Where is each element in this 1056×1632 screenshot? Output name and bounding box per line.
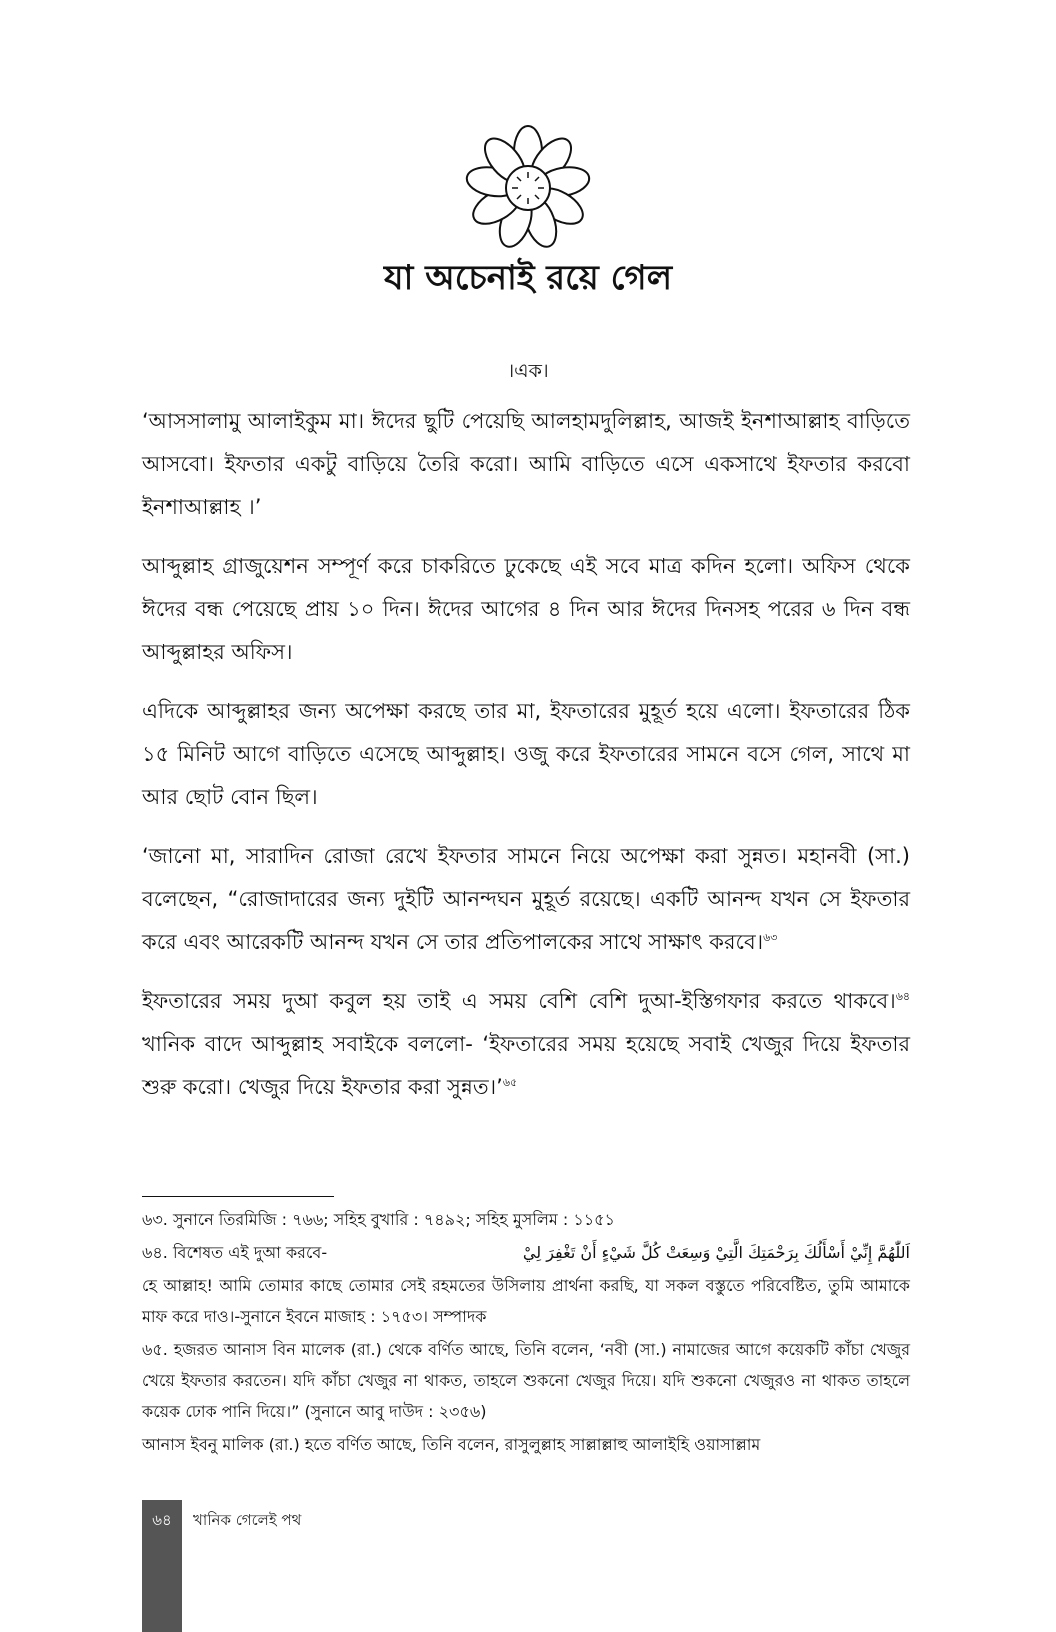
footnote-65-continued: আনাস ইবনু মালিক (রা.) হতে বর্ণিত আছে, তিনি বলেন, রাসুলুল্লাহ সাল্লাল্লাহু আলাইহি ওয়াসাল্লাম [142, 1435, 761, 1454]
paragraph-1: ‘আসসালামু আলাইকুম মা। ঈদের ছুটি পেয়েছি আলহামদুলিল্লাহ, আজই ইনশাআল্লাহ বাড়িতে আসবো। ইফতার একটু বাড়িয়ে তৈরি করো। আমি বাড়িতে এসে একসাথে ইফতার করবো ইনশাআল্লাহ ।’ [142, 409, 910, 519]
paragraph-5-text: ইফতারের সময় দুআ কবুল হয় তাই এ সময় বেশি বেশি দুআ-ইস্তিগফার করতে থাকবে। [142, 989, 896, 1013]
paragraph-4-text: ‘জানো মা, সারাদিন রোজা রেখে ইফতার সামনে নিয়ে অপেক্ষা করা সুন্নত। মহানবী (সা.) বলেছেন, “রোজাদারের জন্য দুইটি আনন্দঘন মুহূর্ত রয়েছে। একটি আনন্দ যখন সে ইফতার করে এবং আরেকটি আনন্দ যখন সে তার প্রতিপালকের সাথে সাক্ষাৎ করবে। [142, 844, 910, 954]
paragraph-5-text-cont: খানিক বাদে আব্দুল্লাহ সবাইকে বললো- ‘ইফতারের সময় হয়েছে সবাই খেজুর দিয়ে ইফতার শুরু করো। খেজুর দিয়ে ইফতার করা সুন্নত।’ [142, 1032, 910, 1099]
footnote-63: ৬৩. সুনানে তিরমিজি : ৭৬৬; সহিহ বুখারি : ৭৪৯২; সহিহ মুসলিম : ১১৫১ [142, 1210, 615, 1229]
paragraph-5 [142, 980, 910, 1109]
footnote-64-arabic: اَللّٰهُمَّ إِنِّيْ أَسْأَلُكَ بِرَحْمَتِكَ الَّتِيْ وَسِعَتْ كُلَّ شَيْءٍ أَنْ تَغْفِرَ لِيْ [522, 1243, 910, 1262]
footnote-ref-64[interactable]: ৬৪ [895, 990, 910, 1003]
footnote-ref-65[interactable]: ৬৫ [502, 1076, 518, 1089]
paragraph-4 [142, 835, 910, 964]
footnote-ref-63[interactable]: ৬৩ [763, 931, 778, 944]
footnotes [142, 1204, 910, 1462]
footnote-64 [142, 1237, 910, 1268]
footnote-divider [142, 1196, 334, 1197]
flower-ornament-icon [452, 112, 604, 264]
body-text [142, 400, 910, 1125]
footnote-64-translation: হে আল্লাহ! আমি তোমার কাছে তোমার সেই রহমতের উসিলায় প্রার্থনা করছি, যা সকল বস্তুতে পরিবেষ্টিত, তুমি আমাকে মাফ করে দাও।-সুনানে ইবনে মাজাহ : ১৭৫৩। সম্পাদক [142, 1276, 910, 1326]
paragraph-2: আব্দুল্লাহ গ্রাজুয়েশন সম্পূর্ণ করে চাকরিতে ঢুকেছে এই সবে মাত্র কদিন হলো। অফিস থেকে ঈদের বন্ধ পেয়েছে প্রায় ১০ দিন। ঈদের আগের ৪ দিন আর ঈদের দিনসহ পরের ৬ দিন বন্ধ আব্দুল্লাহর অফিস। [142, 554, 910, 664]
footnote-65: ৬৫. হজরত আনাস বিন মালেক (রা.) থেকে বর্ণিত আছে, তিনি বলেন, ‘নবী (সা.) নামাজের আগে কয়েকটি কাঁচা খেজুর খেয়ে ইফতার করতেন। যদি কাঁচা খেজুর না থাকত, তাহলে শুকনো খেজুর দিয়ে। যদি শুকনো খেজুরও না থাকত তাহলে কয়েক ঢোক পানি দিয়ে।” (সুনানে আবু দাউদ : ২৩৫৬) [142, 1340, 910, 1421]
page-number: ৬৪ [152, 1511, 172, 1529]
paragraph-3: এদিকে আব্দুল্লাহর জন্য অপেক্ষা করছে তার মা, ইফতারের মুহূর্ত হয়ে এলো। ইফতারের ঠিক ১৫ মিনিট আগে বাড়িতে এসেছে আব্দুল্লাহ। ওজু করে ইফতারের সামনে বসে গেল, সাথে মা আর ছোট বোন ছিল। [142, 699, 910, 809]
chapter-title: যা অচেনাই রয়ে গেল [383, 258, 673, 298]
section-number: ।এক। [507, 360, 549, 382]
running-title: খানিক গেলেই পথ [193, 1511, 302, 1529]
footnote-64-label: ৬৪. বিশেষত এই দুআ করবে- [142, 1243, 328, 1262]
